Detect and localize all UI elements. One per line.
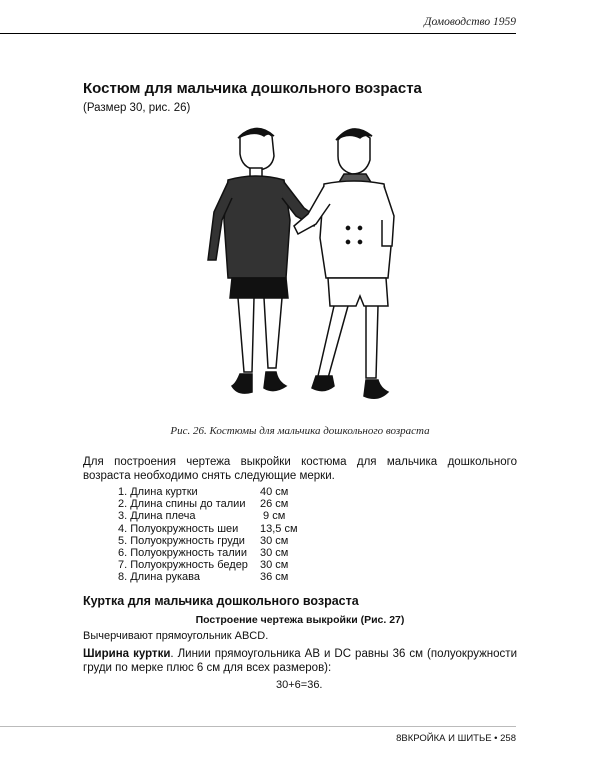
running-head: Домоводство 1959 <box>424 16 516 28</box>
measurement-name: 2. Длина спины до талии <box>118 498 246 511</box>
formula: 30+6=36. <box>276 679 323 691</box>
width-label: Ширина куртки <box>83 648 171 660</box>
footer-section: 8ВКРОЙКА И ШИТЬЕ <box>396 733 492 744</box>
header-rule <box>0 33 516 34</box>
figure-illustration <box>180 118 430 418</box>
measurement-value: 40 см <box>260 486 289 498</box>
measurement-item <box>118 559 298 571</box>
measurement-value: 30 см <box>260 534 289 547</box>
measurement-name: 8. Длина рукава <box>118 571 200 584</box>
measurement-name: 5. Полуокружность груди <box>118 534 245 547</box>
width-paragraph <box>83 647 517 675</box>
measurement-name: 7. Полуокружность бедер <box>118 559 248 572</box>
measurement-value: 30 см <box>260 559 289 572</box>
width-text: . Линии прямоугольника AB и DC равны 36 см (полуокружности груди по мерке плюс 6 см для всех размеров): <box>83 648 517 674</box>
measurement-value: 13,5 см <box>260 522 298 535</box>
measurement-value: 9 см <box>260 510 286 523</box>
page-number: 258 <box>500 733 516 744</box>
measurements-list <box>118 486 298 584</box>
page-footer <box>396 733 516 744</box>
measurement-name: 6. Полуокружность талии <box>118 546 247 559</box>
measurement-value: 36 см <box>260 571 289 584</box>
figure-caption: Рис. 26. Костюмы для мальчика дошкольного возраста <box>170 425 430 437</box>
measurement-item <box>118 486 298 498</box>
measurement-name: 4. Полуокружность шеи <box>118 522 239 535</box>
rectangle-line: Вычерчивают прямоугольник ABCD. <box>83 630 269 642</box>
footer-bullet: • <box>494 733 498 744</box>
measurement-value: 30 см <box>260 546 289 559</box>
measurement-item <box>118 498 298 510</box>
measurement-item <box>118 571 298 583</box>
measurement-item <box>118 547 298 559</box>
intro-paragraph: Для построения чертежа выкройки костюма для мальчика дошкольного возраста необходимо снять следующие мерки. <box>83 456 517 482</box>
measurement-item <box>118 510 298 522</box>
measurement-name: 3. Длина плеча <box>118 510 196 523</box>
measurement-name: 1. Длина куртки <box>118 486 198 498</box>
measurement-item <box>118 535 298 547</box>
subtitle: (Размер 30, рис. 26) <box>83 102 191 114</box>
page-title: Костюм для мальчика дошкольного возраста <box>83 80 422 97</box>
measurement-item <box>118 523 298 535</box>
footer-rule <box>0 726 516 727</box>
left-boy-figure <box>208 128 318 393</box>
measurement-value: 26 см <box>260 498 289 511</box>
section-title: Куртка для мальчика дошкольного возраста <box>83 594 359 608</box>
right-boy-figure <box>294 129 394 398</box>
construction-title: Построение чертежа выкройки (Рис. 27) <box>195 614 405 626</box>
